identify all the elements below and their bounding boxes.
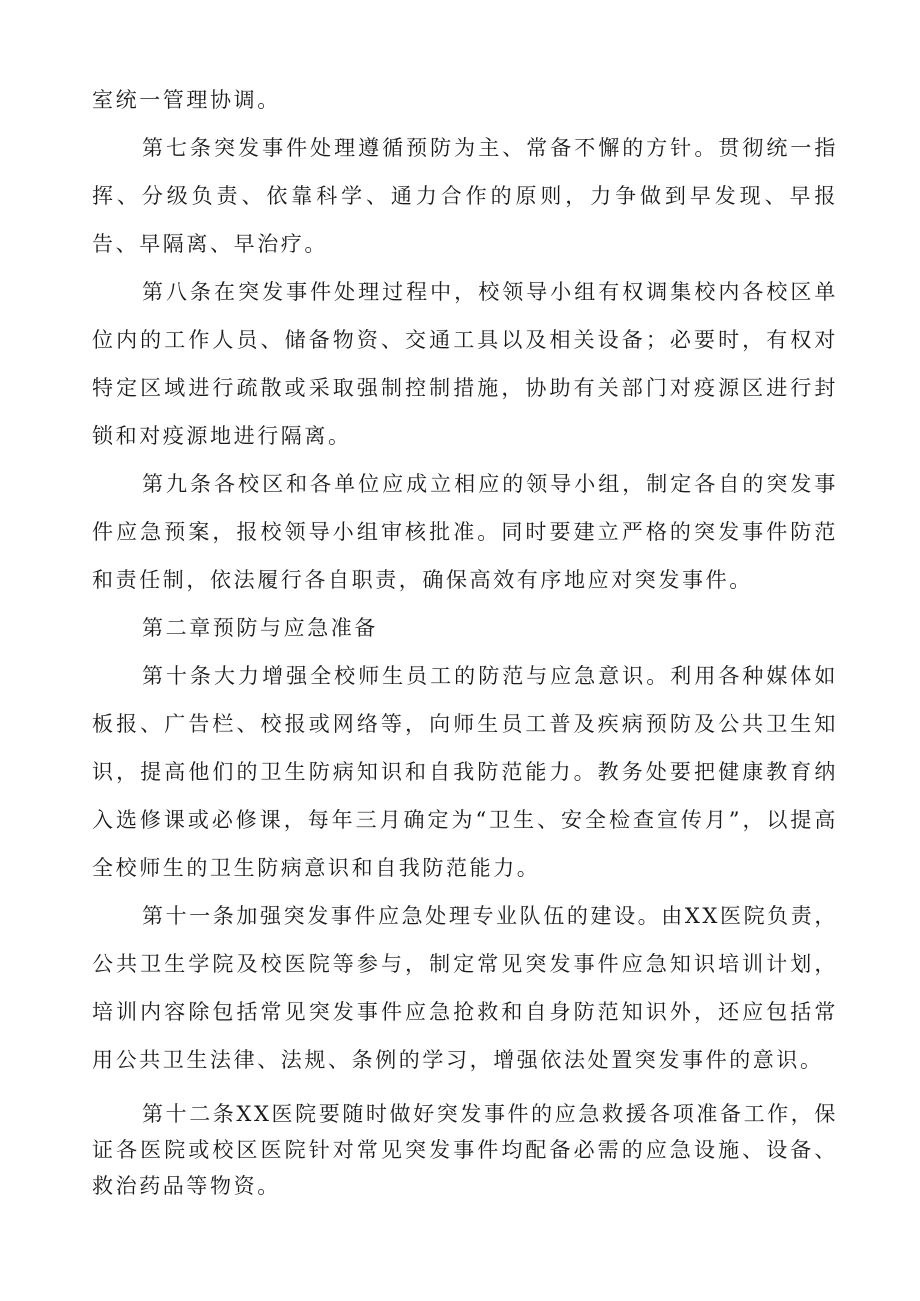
article-12-paragraph: 第十二条XX医院要随时做好突发事件的应急救援各项准备工作，保证各医院或校区医院针对常见突发事件均配备必需的应急设施、设备、救治药品等物资。 <box>92 1102 838 1198</box>
article-11-paragraph: 第十一条加强突发事件应急处理专业队伍的建设。由XX医院负责，公共卫生学院及校医院等参与，制定常见突发事件应急知识培训计划，培训内容除包括常见突发事件应急抢救和自身防范知识外，还应包括常用公共卫生法律、法规、条例的学习，增强依法处置突发事件的意识。 <box>92 904 838 1072</box>
article-7-paragraph: 第七条突发事件处理遵循预防为主、常备不懈的方针。贯彻统一指挥、分级负责、依靠科学、通力合作的原则，力争做到早发现、早报告、早隔离、早治疗。 <box>92 136 838 256</box>
article-8-paragraph: 第八条在突发事件处理过程中，校领导小组有权调集校内各校区单位内的工作人员、储备物资、交通工具以及相关设备；必要时，有权对特定区域进行疏散或采取强制控制措施，协助有关部门对疫源区进行封锁和对疫源地进行隔离。 <box>92 280 838 448</box>
article-10-paragraph: 第十条大力增强全校师生员工的防范与应急意识。利用各种媒体如板报、广告栏、校报或网络等，向师生员工普及疾病预防及公共卫生知识，提高他们的卫生防病知识和自我防范能力。教务处要把健康教育纳入选修课或必修课，每年三月确定为“卫生、安全检查宣传月”，以提高全校师生的卫生防病意识和自我防范能力。 <box>92 664 838 880</box>
paragraph-continuation: 室统一管理协调。 <box>92 88 281 112</box>
chapter-2-heading: 第二章预防与应急准备 <box>142 616 378 640</box>
article-9-paragraph: 第九条各校区和各单位应成立相应的领导小组，制定各自的突发事件应急预案，报校领导小组审核批准。同时要建立严格的突发事件防范和责任制，依法履行各自职责，确保高效有序地应对突发事件。 <box>92 472 838 592</box>
